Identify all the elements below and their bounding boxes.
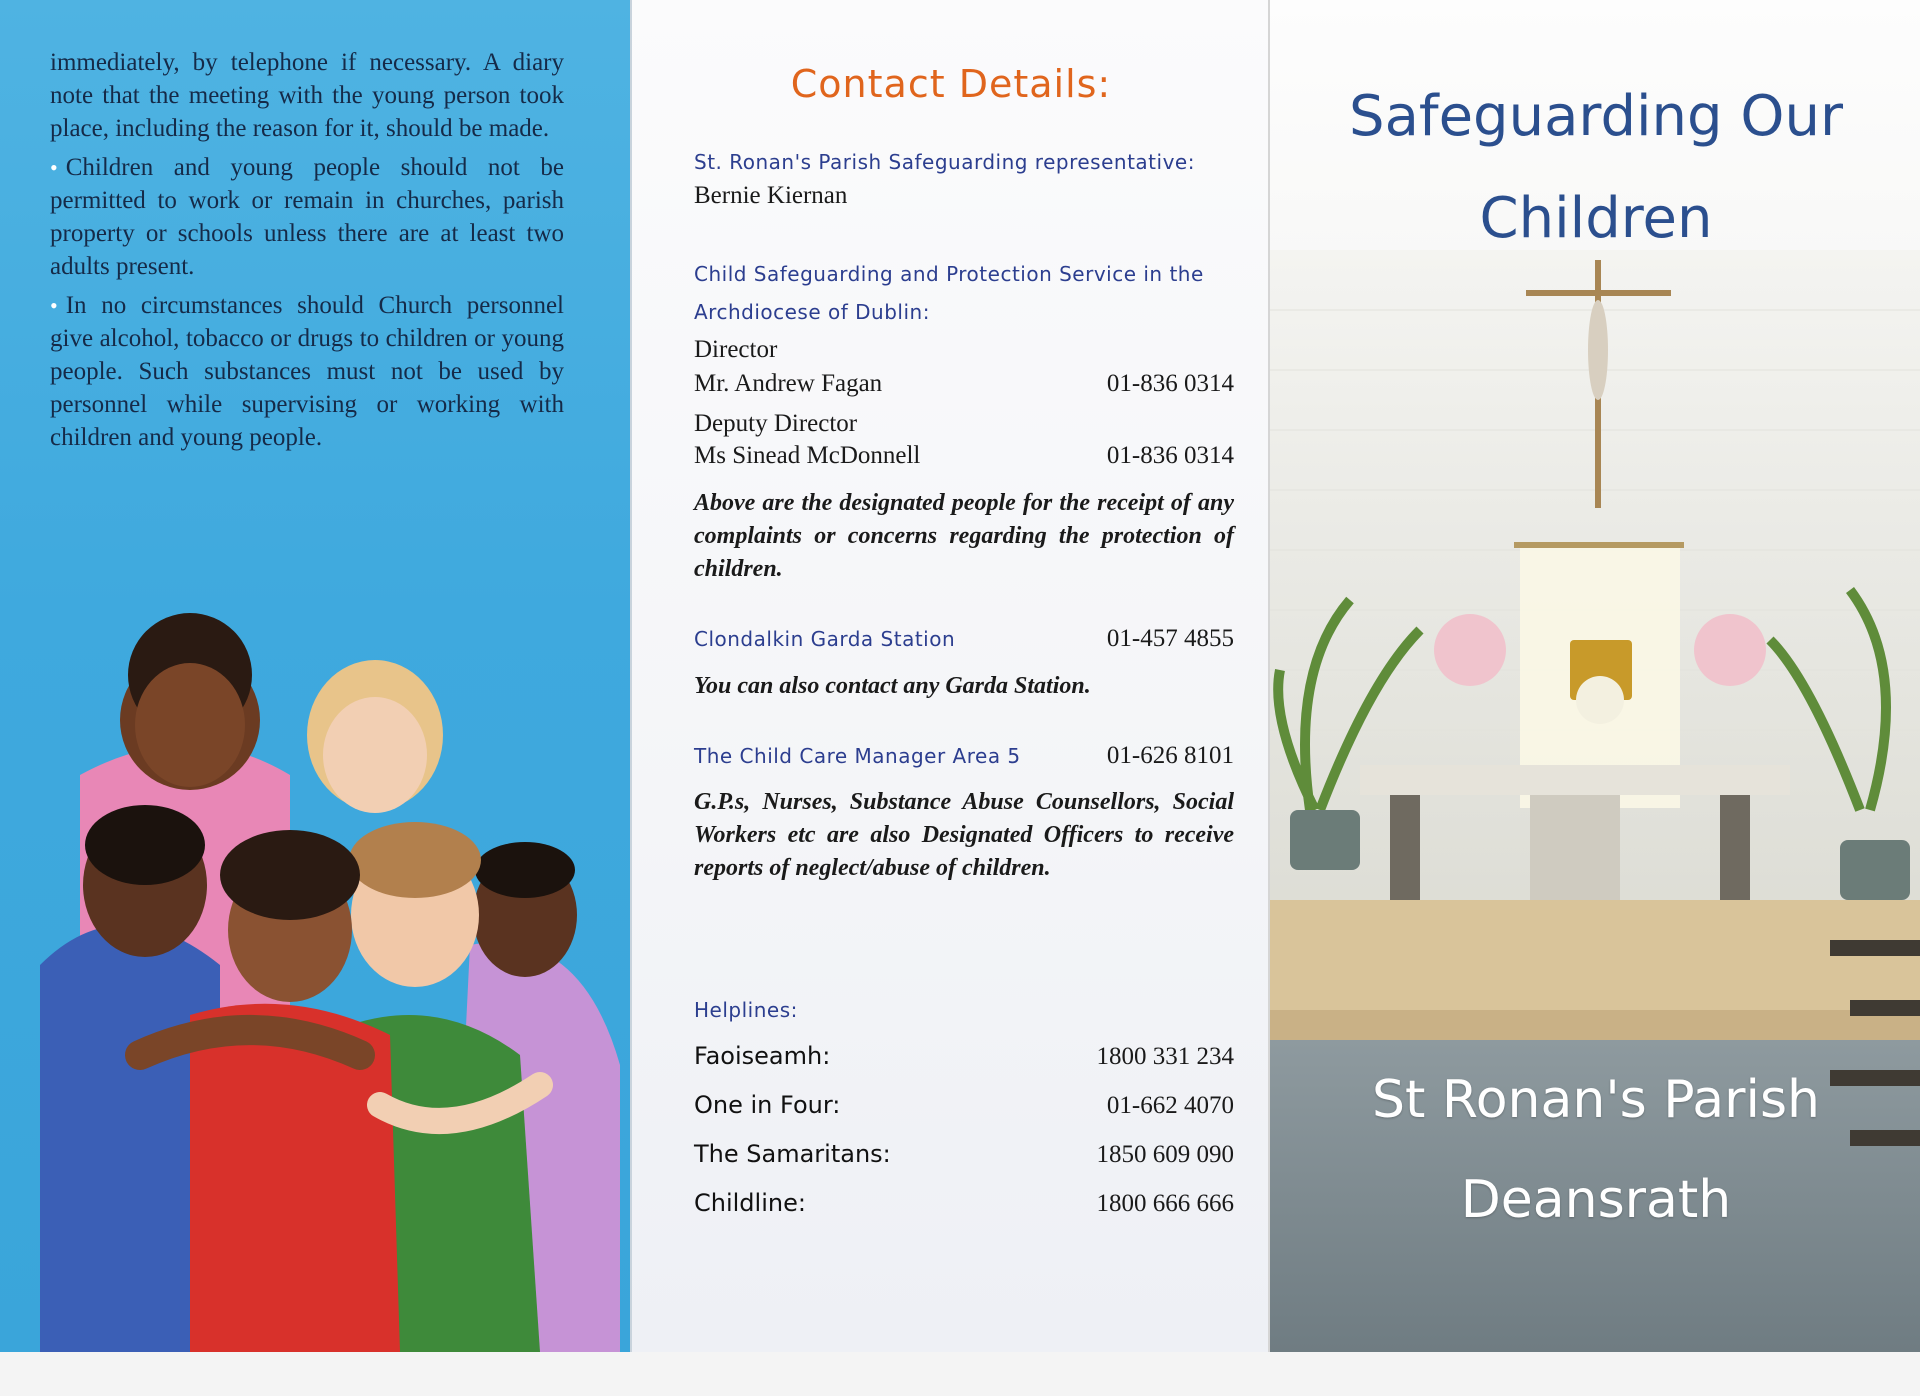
deputy-role: Deputy Director (694, 410, 858, 437)
deputy-phone: 01-836 0314 (1106, 442, 1234, 469)
paragraph-1: immediately, by telephone if necessary. A diary note that the meeting with the young person took place, including the reason for it, should be made. (50, 49, 564, 142)
helpline-name: Childline: (694, 1189, 806, 1217)
helpline-phone: 1800 331 234 (1096, 1043, 1234, 1070)
bullet-text-2: In no circumstances should Church personnel give alcohol, tobacco or drugs to children or young people. Such substances must not be used by personnel while supervising or working with children and young people. (50, 292, 564, 451)
children-photo (20, 585, 630, 1352)
helpline-name: One in Four: (694, 1091, 841, 1119)
cover-title-line-2: Children (1479, 186, 1713, 251)
helpline-phone: 01-662 4070 (1106, 1092, 1234, 1119)
parish-name: St Ronan's Parish (1372, 1070, 1820, 1130)
cspsd-label-line-1: Child Safeguarding and Protection Service in the (694, 262, 1204, 286)
helpline-row (694, 1140, 1234, 1169)
parish-rep-name: Bernie Kiernan (694, 182, 848, 209)
helpline-row (694, 1091, 1234, 1120)
director-row (694, 370, 1234, 398)
deputy-name: Ms Sinead McDonnell (694, 442, 921, 469)
garda-row (694, 625, 1234, 653)
bullet-text-1: Children and young people should not be permitted to work or remain in churches, parish property or schools unless there are at least two adults present. (50, 154, 564, 280)
garda-note: You can also contact any Garda Station. (694, 673, 1091, 699)
cover-subtitle (1270, 1050, 1920, 1250)
bullet-item-1 (50, 151, 564, 283)
cover-panel (1268, 0, 1920, 1352)
parish-location: Deansrath (1460, 1170, 1732, 1230)
left-panel-text (50, 46, 564, 460)
helpline-name: The Samaritans: (694, 1140, 891, 1168)
helpline-phone: 1800 666 666 (1096, 1190, 1234, 1217)
helpline-row (694, 1189, 1234, 1218)
cover-title (1270, 66, 1920, 270)
parish-rep-label: St. Ronan's Parish Safeguarding representative: (694, 150, 1195, 174)
cspsd-label-line-2: Archdiocese of Dublin: (694, 300, 930, 324)
middle-panel (630, 0, 1270, 1352)
bullet-icon: • (50, 293, 58, 318)
director-role: Director (694, 336, 778, 363)
garda-phone: 01-457 4855 (1106, 625, 1234, 652)
contact-details-title: Contact Details: (790, 62, 1112, 106)
director-name: Mr. Andrew Fagan (694, 370, 883, 397)
child-care-label: The Child Care Manager Area 5 (694, 744, 1021, 768)
deputy-row (694, 442, 1234, 470)
child-care-row (694, 742, 1234, 770)
left-panel (0, 0, 630, 1352)
helplines-heading: Helplines: (694, 998, 798, 1022)
scan-margin (0, 1352, 1920, 1396)
cover-title-line-1: Safeguarding Our (1349, 84, 1843, 149)
child-care-note: G.P.s, Nurses, Substance Abuse Counsellors, Social Workers etc are also Designated Officers to receive reports of neglect/abuse of children. (694, 789, 1234, 881)
director-phone: 01-836 0314 (1106, 370, 1234, 397)
bullet-icon: • (50, 155, 58, 180)
helpline-phone: 1850 609 090 (1096, 1141, 1234, 1168)
designated-note: Above are the designated people for the receipt of any complaints or concerns regarding the protection of children. (694, 490, 1234, 582)
bullet-item-2 (50, 289, 564, 454)
child-care-phone: 01-626 8101 (1106, 742, 1234, 769)
helpline-name: Faoiseamh: (694, 1042, 831, 1070)
garda-label: Clondalkin Garda Station (694, 627, 956, 651)
helpline-row (694, 1042, 1234, 1071)
